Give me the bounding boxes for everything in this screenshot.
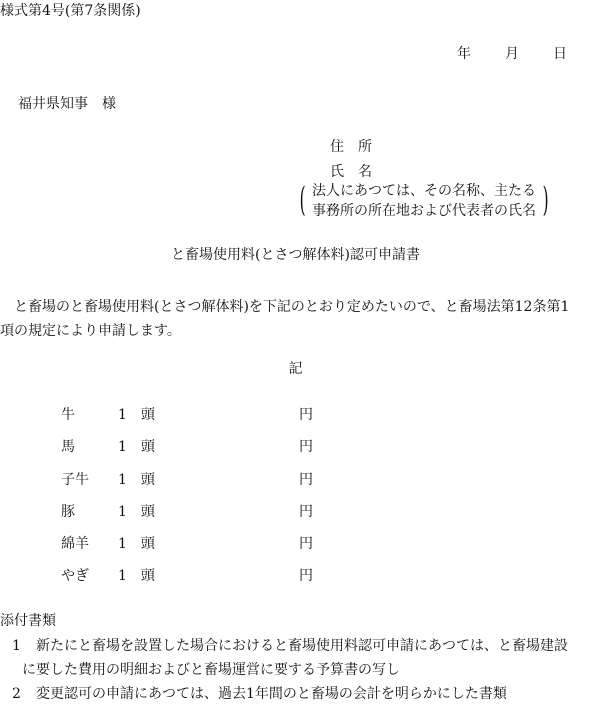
attachment-line-1: 変更認可の申請にあつては、過去1年間のと畜場の会計を明らかにした書類: [36, 686, 507, 702]
fee-animal: 豚: [61, 504, 75, 520]
date-month: 月: [505, 46, 519, 62]
document-title: と畜場使用料(とさつ解体料)認可申請書: [171, 247, 420, 263]
fee-row: [0, 537, 591, 557]
body-line-1: と畜場のと畜場使用料(とさつ解体料)を下記のとおり定めたいので、と畜場法第12条第1: [0, 299, 570, 315]
applicant-address-label: 住 所: [330, 139, 372, 155]
application-body: [0, 295, 591, 343]
fee-count: 1 頭: [118, 568, 155, 584]
fee-unit: 円: [299, 568, 313, 584]
form-number: 様式第4号(第7条関係): [0, 3, 141, 19]
fee-animal: 牛: [61, 407, 75, 423]
fee-unit: 円: [299, 472, 313, 488]
fee-count: 1 頭: [118, 504, 155, 520]
fee-row: [0, 440, 591, 460]
attachment-number: 2: [12, 686, 21, 702]
fee-unit: 円: [299, 504, 313, 520]
body-line-2: 項の規定により申請します。: [0, 323, 181, 339]
fee-animal: 綿羊: [61, 536, 89, 552]
corporation-note: [299, 180, 549, 221]
fee-unit: 円: [299, 407, 313, 423]
fee-row: [0, 473, 591, 493]
left-bracket: (: [299, 180, 306, 220]
fee-row: [0, 569, 591, 589]
date-year: 年: [457, 46, 471, 62]
attachment-line-2: に要した費用の明細およびと畜場運営に要する予算書の写し: [22, 662, 400, 678]
fee-animal: やぎ: [61, 568, 89, 584]
applicant-name-label: 氏 名: [330, 164, 372, 180]
fee-count: 1 頭: [118, 407, 155, 423]
right-bracket: ): [542, 180, 549, 220]
fee-unit: 円: [299, 439, 313, 455]
addressee: 福井県知事 様: [18, 96, 116, 112]
note-line-2: 事務所の所在地および代表者の氏名: [312, 203, 536, 219]
note-line-1: 法人にあつては、その名称、主たる: [312, 183, 536, 199]
attachments-list: [0, 634, 591, 706]
attachment-number: 1: [12, 638, 21, 654]
fee-row: [0, 408, 591, 428]
attachment-line-1: 新たにと畜場を設置した場合におけると畜場使用料認可申請にあつては、と畜場建設: [36, 638, 568, 654]
date-day: 日: [553, 46, 567, 62]
date-field: [457, 47, 567, 61]
fee-animal: 馬: [61, 439, 75, 455]
fee-count: 1 頭: [118, 439, 155, 455]
fee-unit: 円: [299, 536, 313, 552]
attachment-item: [0, 682, 591, 706]
fee-count: 1 頭: [118, 472, 155, 488]
fee-count: 1 頭: [118, 536, 155, 552]
attachments-heading: 添付書類: [0, 613, 56, 629]
ki-heading: 記: [288, 361, 303, 377]
attachment-item: [0, 634, 591, 682]
fee-row: [0, 505, 591, 525]
fee-animal: 子牛: [61, 472, 89, 488]
